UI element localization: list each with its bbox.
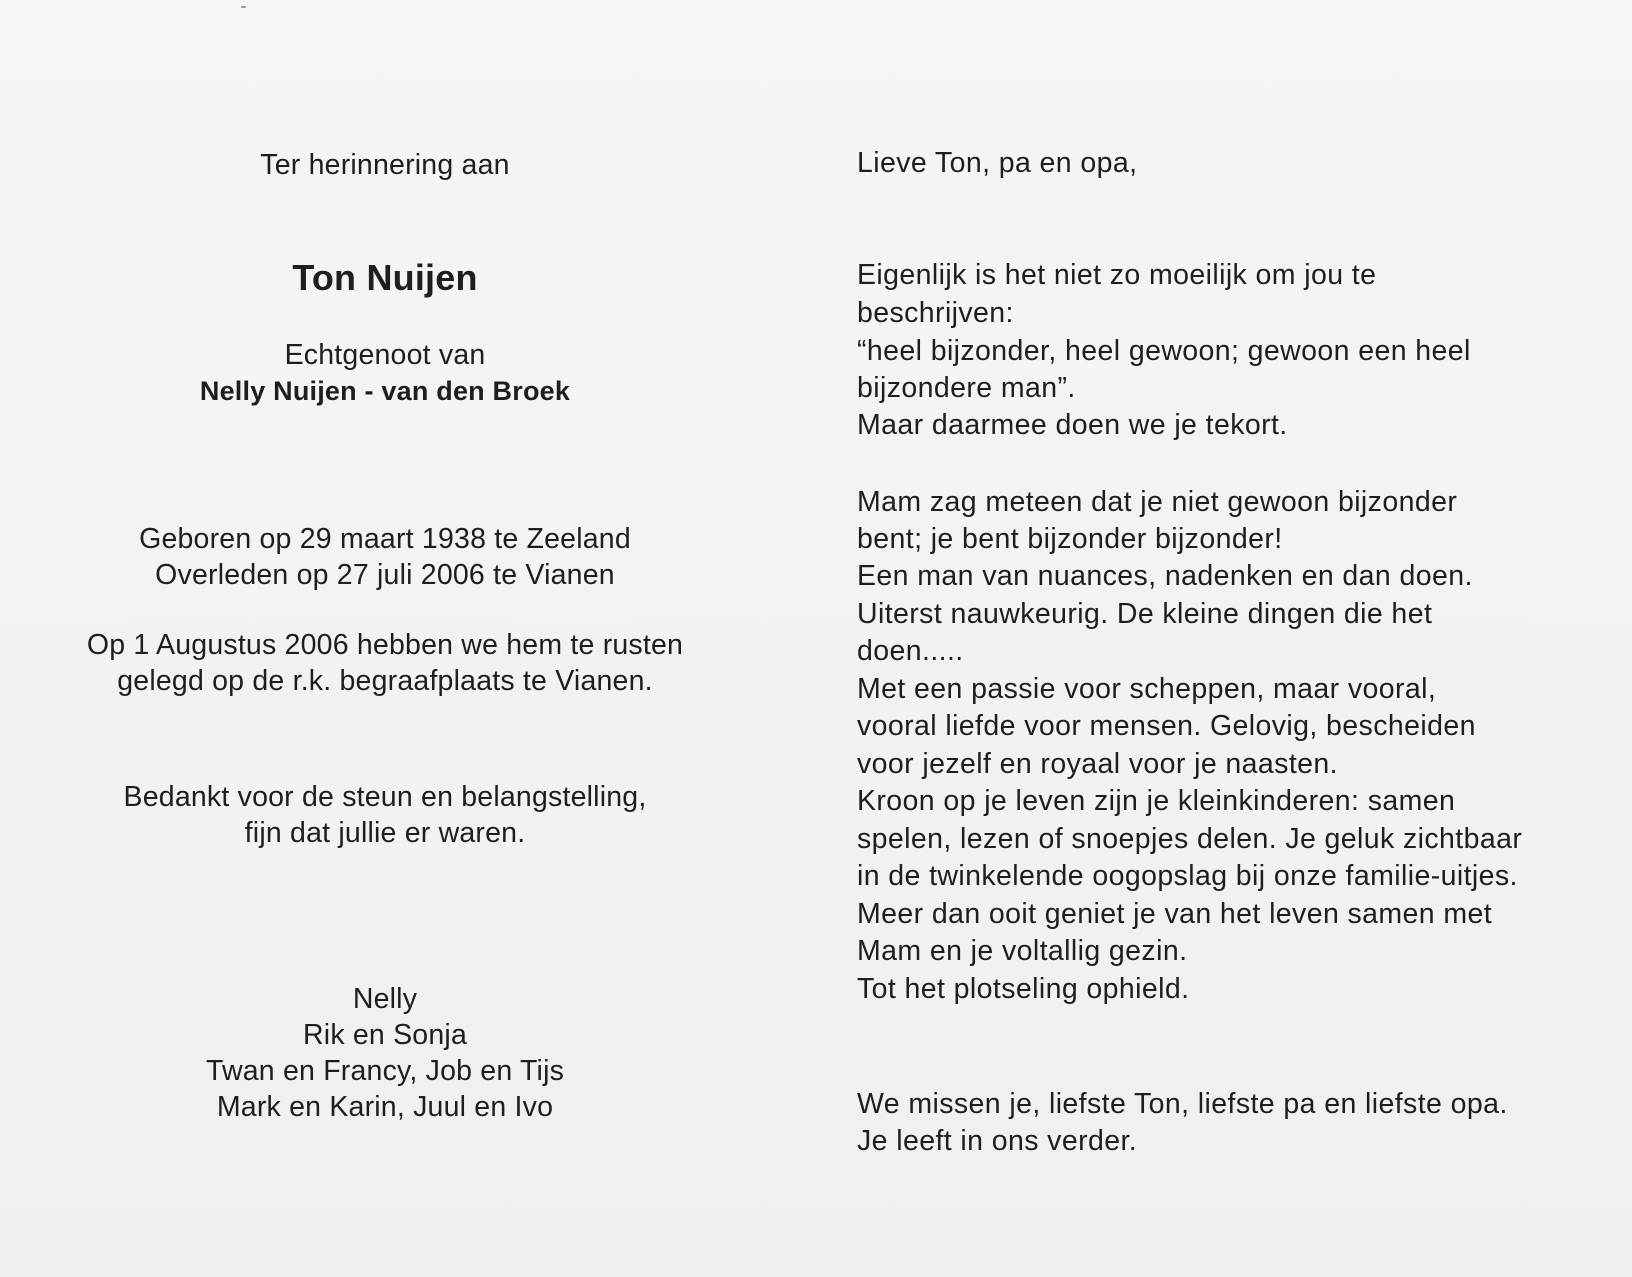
deceased-name: Ton Nuijen <box>292 257 478 298</box>
letter-line: bent; je bent bijzonder bijzonder! <box>857 523 1283 555</box>
family-line: Nelly <box>352 983 418 1015</box>
letter-line: Maar daarmee doen we je tekort. <box>857 409 1288 441</box>
letter-line: Uiterst nauwkeurig. De kleine dingen die het <box>857 598 1433 630</box>
letter-line: Meer dan ooit geniet je van het leven samen met <box>857 898 1493 930</box>
letter-line: Met een passie voor scheppen, maar vooral, <box>857 673 1437 705</box>
birth-line: Geboren op 29 maart 1938 te Zeeland <box>139 523 631 555</box>
salutation: Lieve Ton, pa en opa, <box>857 147 1138 179</box>
letter-line: spelen, lezen of snoepjes delen. Je geluk zichtbaar <box>857 823 1523 855</box>
letter-line: bijzondere man”. <box>857 372 1076 404</box>
intro-text: Ter herinnering aan <box>260 149 510 181</box>
death-line: Overleden op 27 juli 2006 te Vianen <box>155 559 615 591</box>
family-line: Rik en Sonja <box>303 1019 467 1051</box>
family-line: Mark en Karin, Juul en Ivo <box>216 1091 554 1123</box>
letter-line: Mam en je voltallig gezin. <box>857 935 1188 967</box>
burial-line: gelegd op de r.k. begraafplaats te Vianen. <box>117 665 653 697</box>
thanks-line: fijn dat jullie er waren. <box>244 817 526 849</box>
family-line: Twan en Francy, Job en Tijs <box>205 1055 565 1087</box>
letter-line: voor jezelf en royaal voor je naasten. <box>857 748 1338 780</box>
letter-line: Een man van nuances, nadenken en dan doen. <box>857 560 1473 592</box>
letter-line: in de twinkelende oogopslag bij onze familie-uitjes. <box>857 860 1518 892</box>
letter-line: Mam zag meteen dat je niet gewoon bijzonder <box>857 486 1458 518</box>
spouse-name: Nelly Nuijen - van den Broek <box>199 376 571 406</box>
letter-line: beschrijven: <box>857 297 1014 329</box>
thanks-line: Bedankt voor de steun en belangstelling, <box>123 781 647 813</box>
letter-line: vooral liefde voor mensen. Gelovig, bescheiden <box>857 710 1476 742</box>
closing-line: We missen je, liefste Ton, liefste pa en liefste opa. <box>857 1088 1508 1120</box>
closing-line: Je leeft in ons verder. <box>857 1125 1138 1157</box>
letter-line: doen..... <box>857 635 964 667</box>
spouse-label: Echtgenoot van <box>284 339 486 371</box>
right-column <box>857 0 1617 1277</box>
letter-line: Tot het plotseling ophield. <box>857 973 1190 1005</box>
letter-line: “heel bijzonder, heel gewoon; gewoon een heel <box>857 335 1471 367</box>
burial-line: Op 1 Augustus 2006 hebben we hem te rusten <box>86 629 684 661</box>
letter-line: Kroon op je leven zijn je kleinkinderen: samen <box>857 785 1456 817</box>
left-column <box>40 0 730 1277</box>
letter-line: Eigenlijk is het niet zo moeilijk om jou te <box>857 259 1377 291</box>
